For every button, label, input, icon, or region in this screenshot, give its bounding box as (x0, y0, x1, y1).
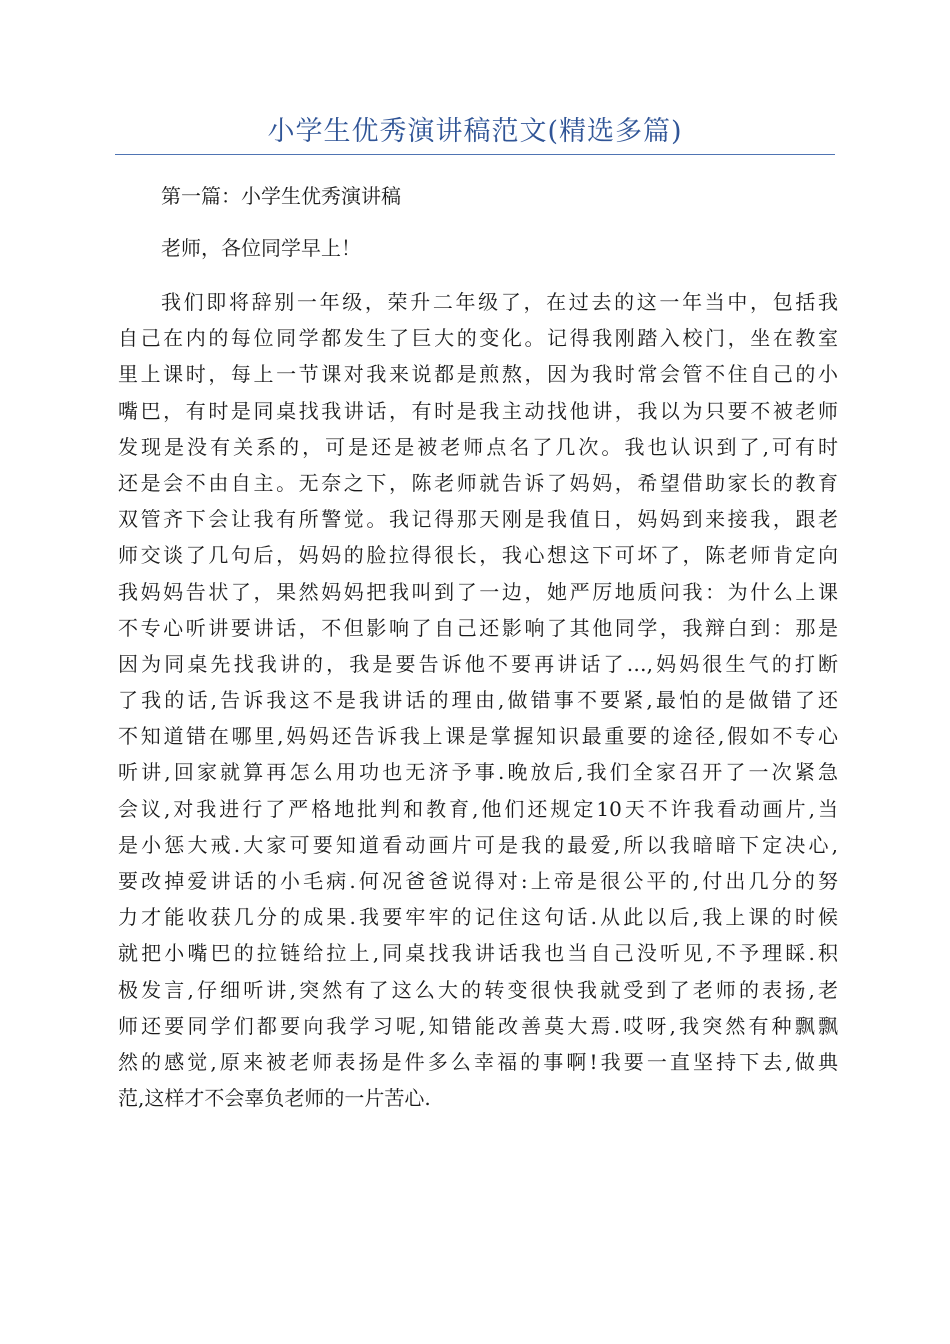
body-line: 我们即将辞别一年级，荣升二年级了，在过去的这一年当中，包括我 (161, 290, 838, 314)
body-line: 力才能收获几分的成果.我要牢牢的记住这句话.从此以后,我上课的时候 (118, 905, 838, 930)
body-line: 听讲,回家就算再怎么用功也无济予事.晚放后,我们全家召开了一次紧急 (118, 760, 838, 785)
body-line: 极发言,仔细听讲,突然有了这么大的转变很快我就受到了老师的表扬,老 (118, 977, 838, 1002)
body-line: 自己在内的每位同学都发生了巨大的变化。记得我刚踏入校门，坐在教室 (118, 326, 838, 351)
title-underline (115, 154, 835, 155)
body-line: 是小惩大戒.大家可要知道看动画片可是我的最爱,所以我暗暗下定决心, (118, 832, 838, 857)
body-line: 会议,对我进行了严格地批判和教育,他们还规定10天不许我看动画片,当 (118, 796, 838, 821)
section-heading: 第一篇：小学生优秀演讲稿 (161, 184, 401, 208)
body-paragraph (118, 284, 838, 1116)
body-line: 然的感觉,原来被老师表扬是件多么幸福的事啊!我要一直坚持下去,做典 (118, 1049, 838, 1074)
body-line: 还是会不由自主。无奈之下，陈老师就告诉了妈妈，希望借助家长的教育 (118, 470, 838, 495)
body-line: 了我的话,告诉我这不是我讲话的理由,做错事不要紧,最怕的是做错了还 (118, 688, 838, 713)
body-line: 发现是没有关系的，可是还是被老师点名了几次。我也认识到了,可有时 (118, 434, 838, 459)
body-line: 因为同桌先找我讲的，我是要告诉他不要再讲话了…,妈妈很生气的打断 (118, 651, 838, 676)
body-line: 就把小嘴巴的拉链给拉上,同桌找我讲话我也当自己没听见,不予理睬.积 (118, 941, 838, 966)
body-line: 范,这样才不会辜负老师的一片苦心. (118, 1086, 431, 1111)
body-line: 嘴巴，有时是同桌找我讲话，有时是我主动找他讲，我以为只要不被老师 (118, 398, 838, 423)
body-line: 不知道错在哪里,妈妈还告诉我上课是掌握知识最重要的途径,假如不专心 (118, 724, 838, 749)
body-line: 里上课时，每上一节课对我来说都是煎熬，因为我时常会管不住自己的小 (118, 362, 838, 387)
body-line: 师交谈了几句后，妈妈的脸拉得很长，我心想这下可坏了，陈老师肯定向 (118, 543, 838, 568)
body-line: 不专心听讲要讲话，不但影响了自己还影响了其他同学，我辩白到：那是 (118, 615, 838, 640)
body-line: 师还要同学们都要向我学习呢,知错能改善莫大焉.哎呀,我突然有种飘飘 (118, 1013, 838, 1038)
body-line: 双管齐下会让我有所警觉。我记得那天刚是我值日，妈妈到来接我，跟老 (118, 507, 838, 532)
greeting-paragraph: 老师，各位同学早上！ (161, 236, 361, 260)
body-line: 要改掉爱讲话的小毛病.何况爸爸说得对:上帝是很公平的,付出几分的努 (118, 869, 838, 893)
body-line: 我妈妈告状了，果然妈妈把我叫到了一边，她严厉地质问我：为什么上课 (118, 579, 838, 604)
document-title: 小学生优秀演讲稿范文(精选多篇) (267, 116, 683, 147)
